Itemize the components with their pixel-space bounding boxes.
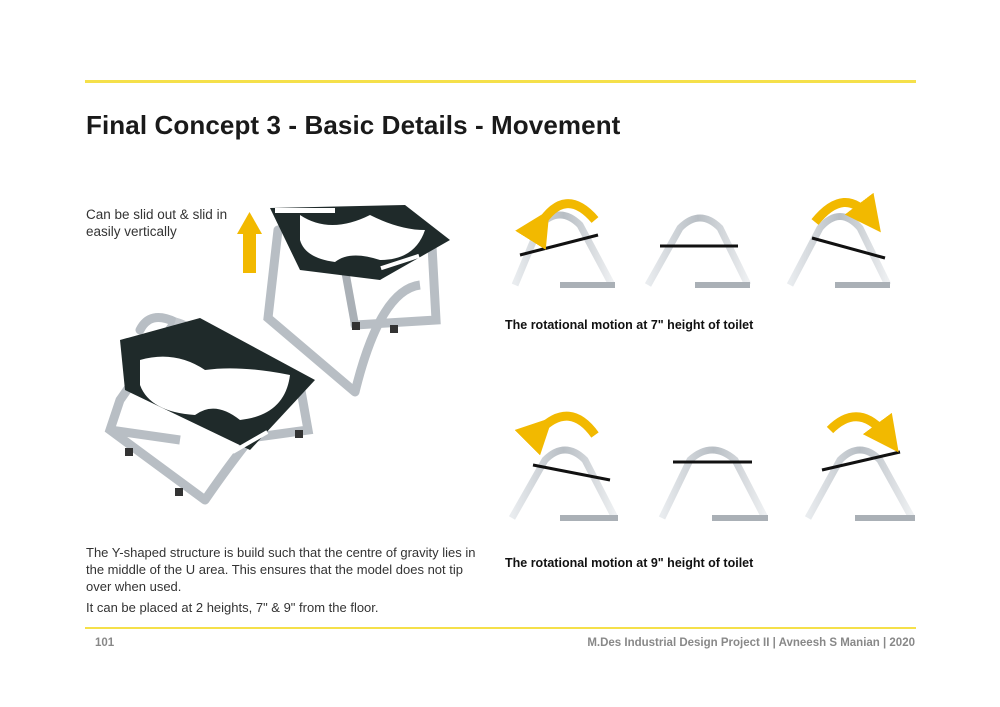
caption-7-inch: The rotational motion at 7" height of toilet: [505, 318, 754, 332]
caption-9-inch: The rotational motion at 9" height of toilet: [505, 556, 754, 570]
rotation-7-right: [790, 202, 890, 285]
rotation-9-center: [662, 450, 768, 518]
description-paragraph-2: It can be placed at 2 heights, 7" & 9" from the floor.: [86, 600, 379, 615]
page-number: 101: [95, 637, 115, 649]
rotation-9-right: [808, 417, 915, 518]
stool-front-image: [110, 318, 315, 501]
bottom-divider: [85, 627, 916, 629]
stool-raised-image: [268, 205, 450, 392]
up-arrow-icon: [237, 212, 262, 273]
rotation-7-center: [648, 218, 750, 285]
description: [86, 544, 486, 620]
slide-note: Can be slid out & slid in easily vertically: [86, 207, 228, 239]
rotation-7-left: [515, 204, 615, 285]
page-title: Final Concept 3 - Basic Details - Movement: [86, 110, 621, 140]
footer-credit: M.Des Industrial Design Project II | Avneesh S Manian | 2020: [587, 637, 915, 649]
description-paragraph-1: The Y-shaped structure is build such that the centre of gravity lies in the middle of the U area. This ensures that the model does not tip over when used.: [86, 545, 476, 594]
rotation-9-left: [512, 416, 618, 518]
